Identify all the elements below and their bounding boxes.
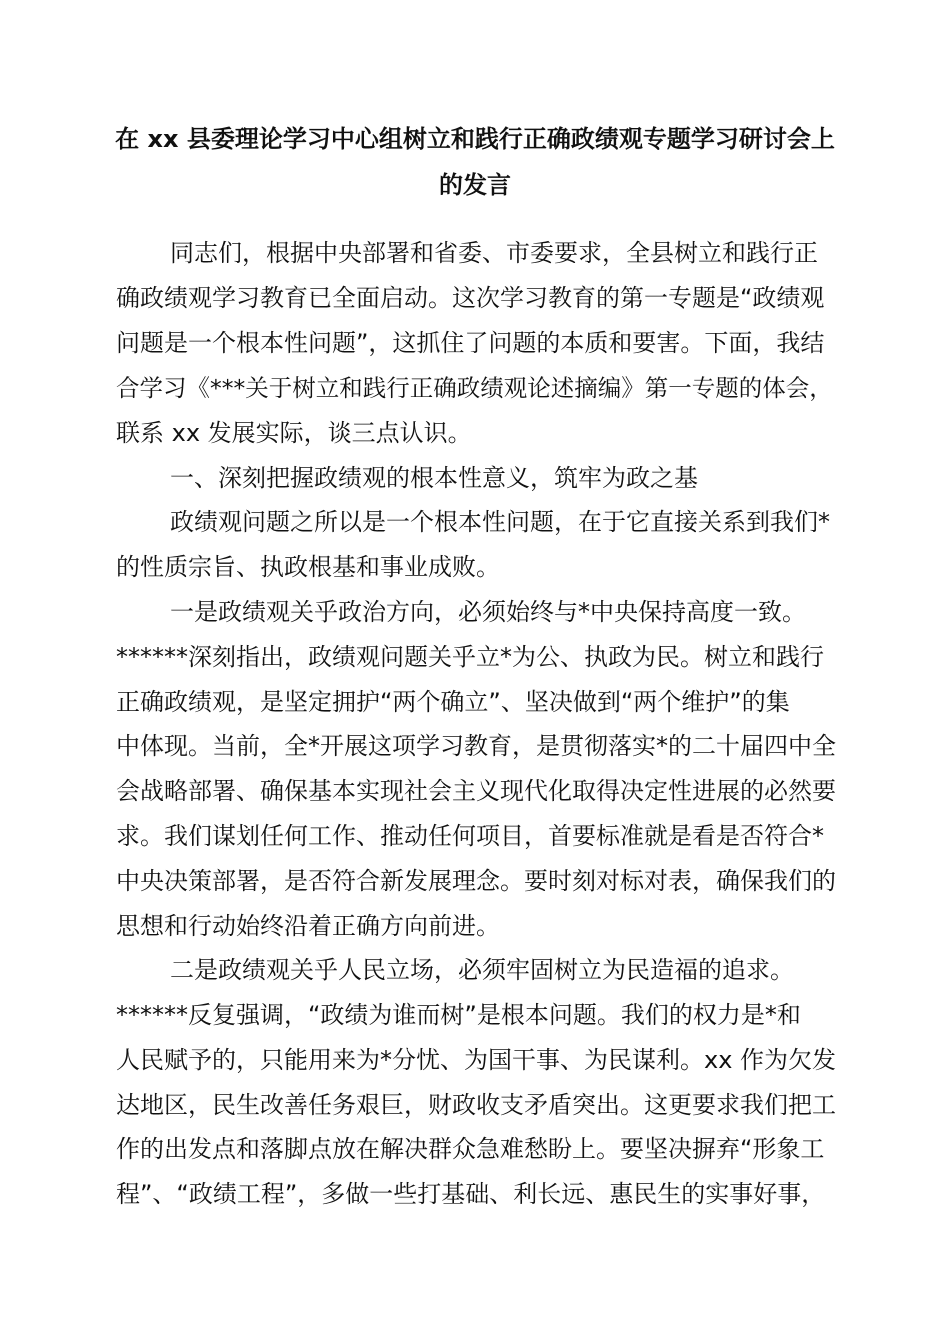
paragraph-line: 人民赋予的，只能用来为*分忧、为国干事、为民谋利。xx 作为欠发 <box>116 1046 837 1074</box>
paragraph-line: 联系 xx 发展实际，谈三点认识。 <box>116 419 472 447</box>
document-title-line-1: 在 xx 县委理论学习中心组树立和践行正确政绩观专题学习研讨会上 <box>115 125 835 153</box>
paragraph-line: 中体现。当前，全*开展这项学习教育，是贯彻落实*的二十届四中全 <box>116 732 836 760</box>
paragraph-line: 二是政绩观关乎人民立场，必须牢固树立为民造福的追求。 <box>170 956 794 984</box>
paragraph-line: 正确政绩观，是坚定拥护“两个确立”、坚决做到“两个维护”的集 <box>116 688 790 716</box>
paragraph-line: 程”、“政绩工程”，多做一些打基础、利长远、惠民生的实事好事， <box>116 1180 826 1208</box>
paragraph-line: 确政绩观学习教育已全面启动。这次学习教育的第一专题是“政绩观 <box>116 284 825 312</box>
paragraph-line: 达地区，民生改善任务艰巨，财政收支矛盾突出。这更要求我们把工 <box>116 1091 836 1119</box>
paragraph-line: 同志们，根据中央部署和省委、市委要求，全县树立和践行正 <box>170 239 818 267</box>
document-title-line-2: 的发言 <box>439 171 511 199</box>
paragraph-line: 中央决策部署，是否符合新发展理念。要时刻对标对表，确保我们的 <box>116 867 836 895</box>
paragraph-line: 问题是一个根本性问题”，这抓住了问题的本质和要害。下面，我结 <box>116 329 825 357</box>
paragraph-line: 一是政绩观关乎政治方向，必须始终与*中央保持高度一致。 <box>170 598 806 626</box>
section-heading: 一、深刻把握政绩观的根本性意义，筑牢为政之基 <box>170 464 698 492</box>
paragraph-line: 政绩观问题之所以是一个根本性问题，在于它直接关系到我们* <box>170 508 830 536</box>
paragraph-line: 的性质宗旨、执政根基和事业成败。 <box>116 553 500 581</box>
paragraph-line: ******深刻指出，政绩观问题关乎立*为公、执政为民。树立和践行 <box>116 643 824 671</box>
paragraph-line: 思想和行动始终沿着正确方向前进。 <box>116 912 500 940</box>
paragraph-line: 合学习《***关于树立和践行正确政绩观论述摘编》第一专题的体会， <box>116 374 833 402</box>
paragraph-line: 求。我们谋划任何工作、推动任何项目，首要标准就是看是否符合* <box>116 822 824 850</box>
paragraph-line: ******反复强调，“政绩为谁而树”是根本问题。我们的权力是*和 <box>116 1001 801 1029</box>
paragraph-line: 作的出发点和落脚点放在解决群众急难愁盼上。要坚决摒弃“形象工 <box>116 1135 825 1163</box>
paragraph-line: 会战略部署、确保基本实现社会主义现代化取得决定性进展的必然要 <box>116 777 836 805</box>
